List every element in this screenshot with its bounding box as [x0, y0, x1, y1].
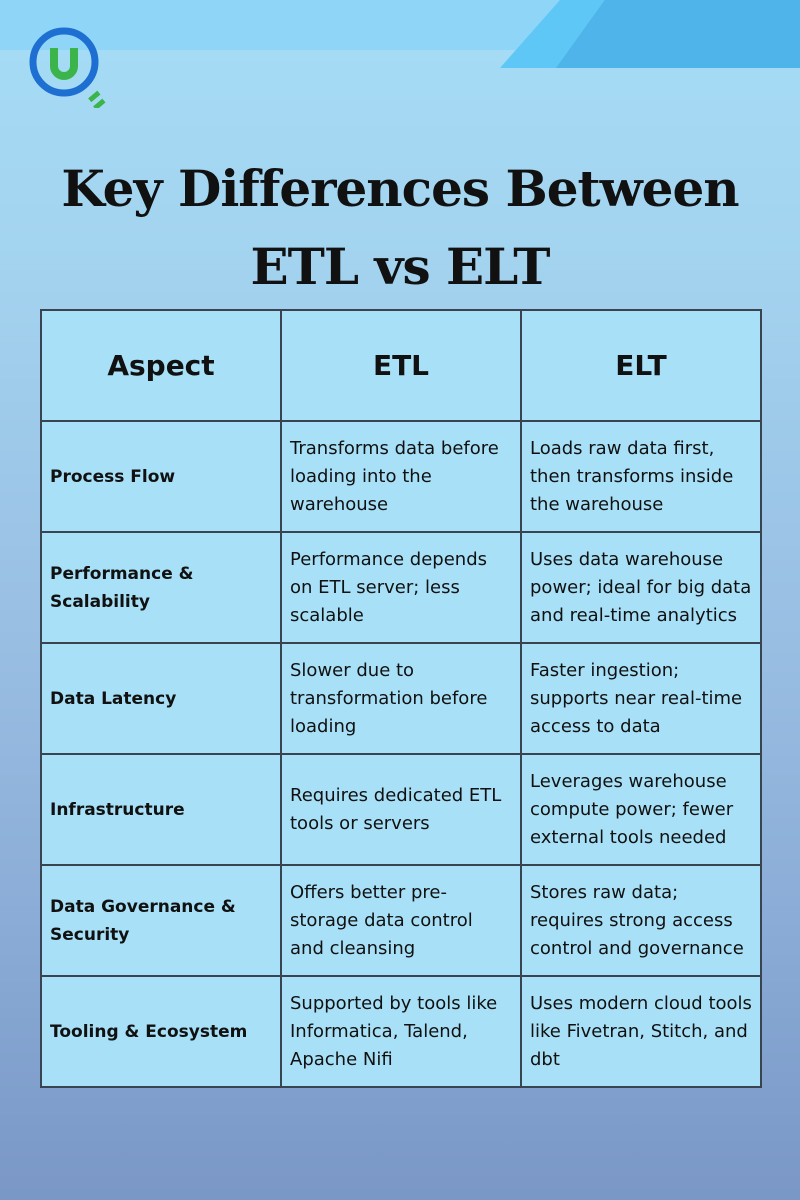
- title-line-1: Key Differences Between: [61, 159, 739, 218]
- page-title: [0, 150, 800, 306]
- etl-cell: Performance depends on ETL server; less scalable: [281, 532, 521, 643]
- etl-cell: Transforms data before loading into the warehouse: [281, 421, 521, 532]
- elt-cell: Faster ingestion; supports near real-time access to data: [521, 643, 761, 754]
- table-row: [41, 643, 761, 754]
- elt-cell: Leverages warehouse compute power; fewer external tools needed: [521, 754, 761, 865]
- etl-cell: Slower due to transformation before loading: [281, 643, 521, 754]
- header-etl: ETL: [281, 310, 521, 421]
- table-row: [41, 754, 761, 865]
- elt-cell: Loads raw data first, then transforms inside the warehouse: [521, 421, 761, 532]
- table-row: [41, 421, 761, 532]
- aspect-cell: Data Governance & Security: [41, 865, 281, 976]
- header-elt: ELT: [521, 310, 761, 421]
- table-row: [41, 976, 761, 1087]
- title-line-2: ETL vs ELT: [250, 237, 550, 296]
- etl-cell: Requires dedicated ETL tools or servers: [281, 754, 521, 865]
- aspect-cell: Tooling & Ecosystem: [41, 976, 281, 1087]
- aspect-cell: Performance & Scalability: [41, 532, 281, 643]
- table-header-row: [41, 310, 761, 421]
- elt-cell: Uses modern cloud tools like Fivetran, Stitch, and dbt: [521, 976, 761, 1087]
- aspect-cell: Process Flow: [41, 421, 281, 532]
- header-aspect: Aspect: [41, 310, 281, 421]
- etl-cell: Supported by tools like Informatica, Talend, Apache Nifi: [281, 976, 521, 1087]
- etl-cell: Offers better pre-storage data control and cleansing: [281, 865, 521, 976]
- aspect-cell: Infrastructure: [41, 754, 281, 865]
- aspect-cell: Data Latency: [41, 643, 281, 754]
- table-row: [41, 532, 761, 643]
- elt-cell: Uses data warehouse power; ideal for big data and real-time analytics: [521, 532, 761, 643]
- comparison-table: [40, 309, 762, 1088]
- table-row: [41, 865, 761, 976]
- magnifier-u-logo-icon: [24, 22, 110, 108]
- elt-cell: Stores raw data; requires strong access control and governance: [521, 865, 761, 976]
